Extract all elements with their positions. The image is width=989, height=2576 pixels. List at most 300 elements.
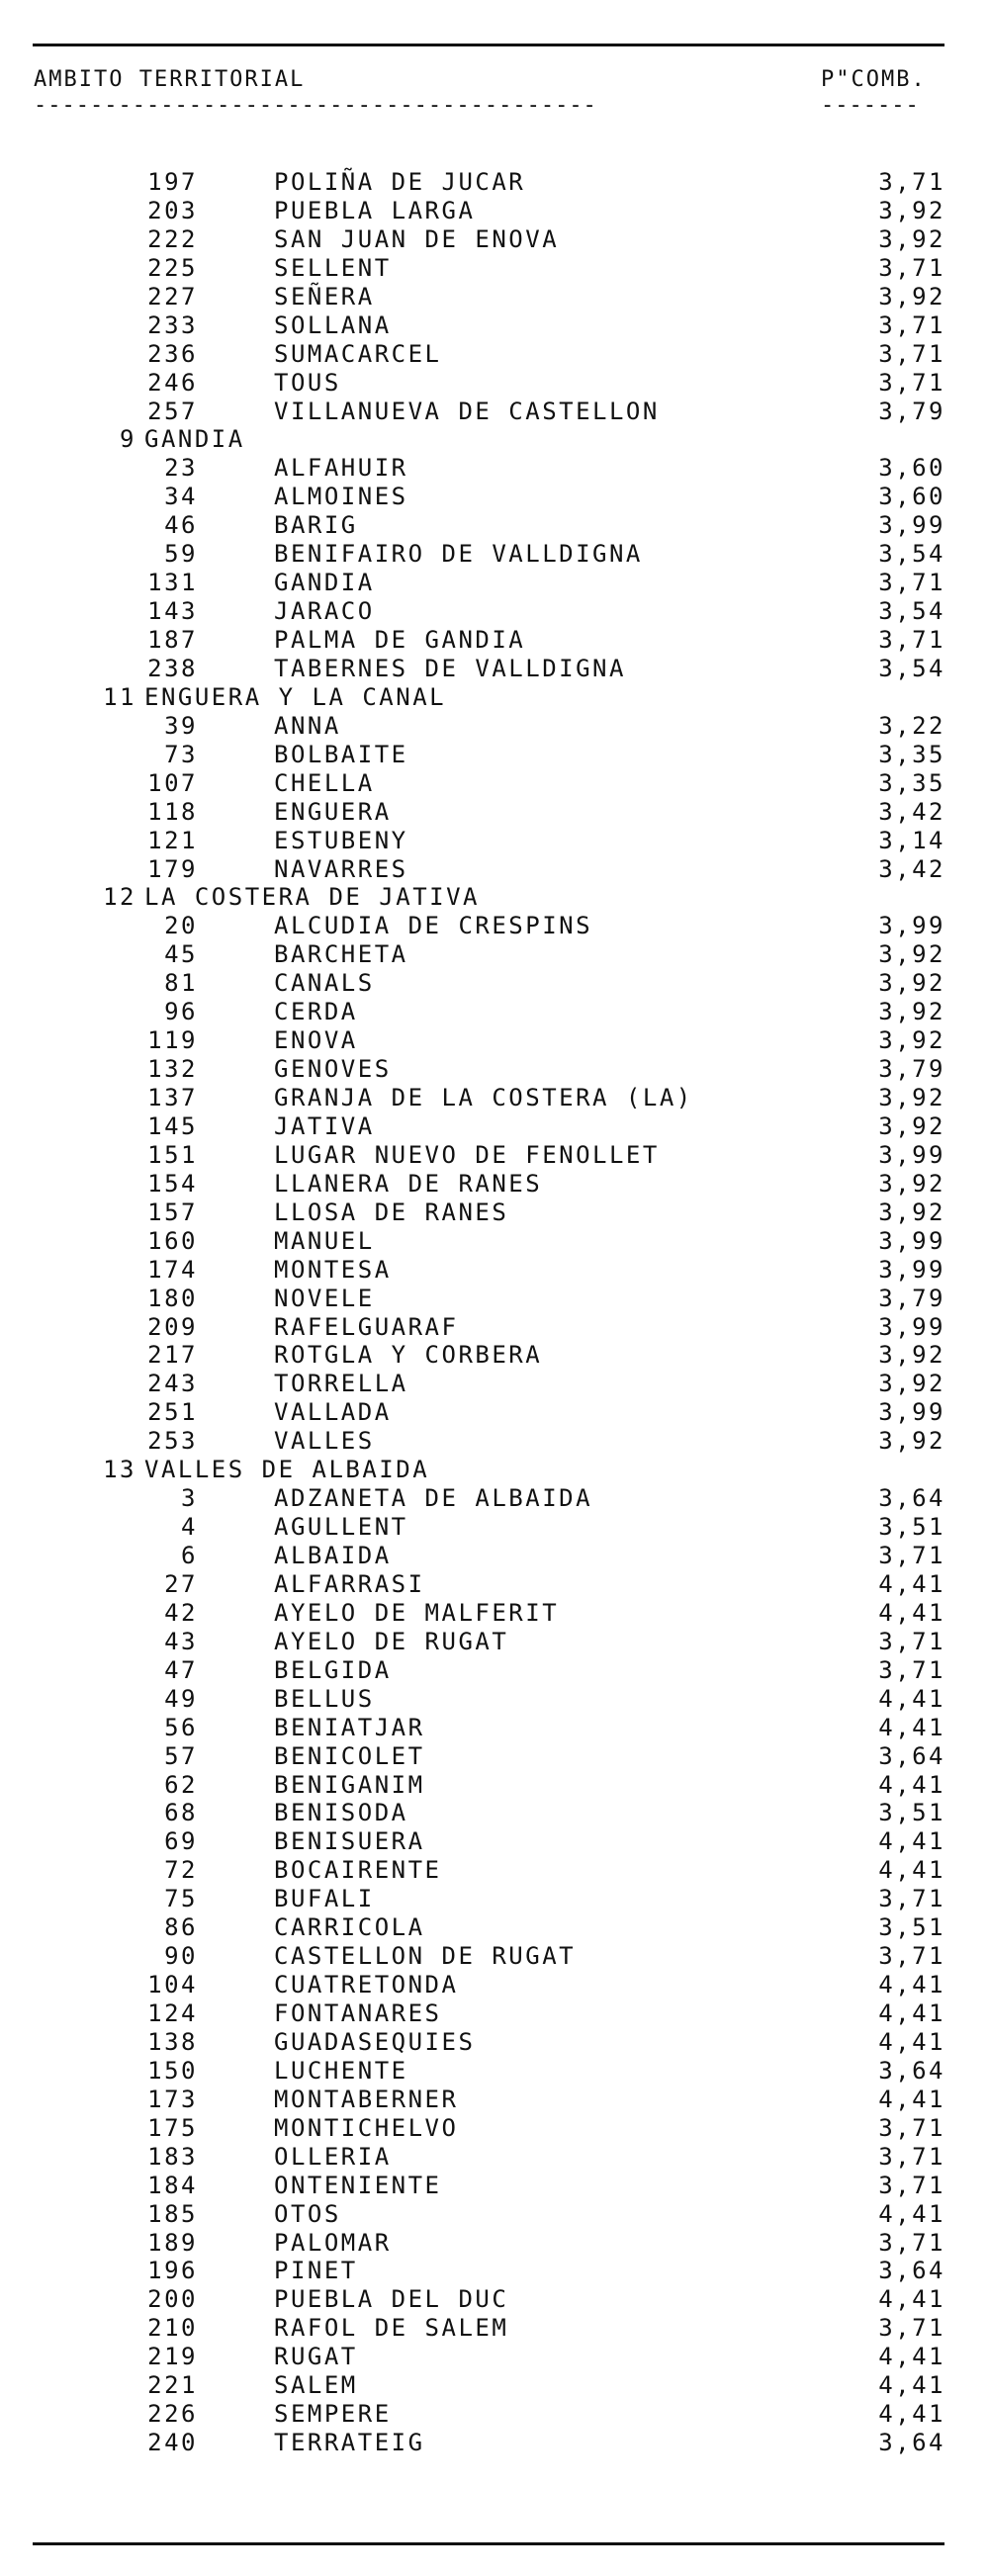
group-code: 13 xyxy=(103,1456,136,1484)
municipality-code: 27 xyxy=(164,1569,198,1598)
table-row xyxy=(0,2114,989,2143)
municipality-code: 246 xyxy=(147,368,198,397)
group-header-row xyxy=(0,425,989,454)
municipality-name: PINET xyxy=(274,2257,358,2285)
table-row xyxy=(0,569,989,597)
municipality-code: 209 xyxy=(147,1312,198,1341)
group-code: 11 xyxy=(103,682,136,711)
fuel-price-value: 3,60 xyxy=(878,483,945,511)
municipality-name: BOLBAITE xyxy=(274,740,408,768)
municipality-code: 180 xyxy=(147,1284,198,1312)
table-row xyxy=(0,1398,989,1427)
municipality-code: 157 xyxy=(147,1198,198,1226)
municipality-code: 196 xyxy=(147,2257,198,2285)
municipality-name: BELLUS xyxy=(274,1684,375,1713)
table-row xyxy=(0,1685,989,1714)
column-header-ambito: AMBITO TERRITORIAL xyxy=(34,67,306,92)
municipality-code: 118 xyxy=(147,797,198,826)
fuel-price-value: 3,71 xyxy=(878,2113,945,2142)
fuel-price-value: 4,41 xyxy=(878,1856,945,1885)
municipality-code: 217 xyxy=(147,1341,198,1370)
municipality-name: BOCAIRENTE xyxy=(274,1856,442,1885)
municipality-code: 132 xyxy=(147,1055,198,1084)
table-row xyxy=(0,225,989,254)
municipality-name: AYELO DE RUGAT xyxy=(274,1627,509,1655)
municipality-code: 138 xyxy=(147,2027,198,2056)
fuel-price-value: 3,79 xyxy=(878,1055,945,1084)
table-row xyxy=(0,1285,989,1313)
fuel-price-value: 3,99 xyxy=(878,1140,945,1169)
municipality-name: AYELO DE MALFERIT xyxy=(274,1598,560,1627)
municipality-name: GRANJA DE LA COSTERA (LA) xyxy=(274,1084,693,1111)
fuel-price-value: 3,54 xyxy=(878,540,945,569)
table-row xyxy=(0,1971,989,1999)
municipality-code: 179 xyxy=(147,854,198,883)
table-row xyxy=(0,1628,989,1656)
fuel-price-value: 3,54 xyxy=(878,597,945,626)
table-row xyxy=(0,254,989,283)
municipality-name: MONTICHELVO xyxy=(274,2113,459,2142)
fuel-price-value: 4,41 xyxy=(878,1598,945,1627)
fuel-price-value: 3,92 xyxy=(878,969,945,998)
fuel-price-value: 3,71 xyxy=(878,253,945,282)
group-name: LA COSTERA DE JATIVA xyxy=(144,883,480,912)
municipality-code: 137 xyxy=(147,1084,198,1111)
fuel-price-value: 3,99 xyxy=(878,1398,945,1427)
municipality-code: 151 xyxy=(147,1140,198,1169)
municipality-code: 121 xyxy=(147,826,198,854)
table-row xyxy=(0,2343,989,2371)
municipality-code: 185 xyxy=(147,2199,198,2228)
municipality-code: 145 xyxy=(147,1111,198,1140)
municipality-name: TOUS xyxy=(274,368,341,397)
municipality-name: LLANERA DE RANES xyxy=(274,1169,543,1198)
table-row xyxy=(0,940,989,969)
municipality-code: 119 xyxy=(147,1026,198,1055)
municipality-code: 124 xyxy=(147,1999,198,2027)
fuel-price-value: 3,64 xyxy=(878,2429,945,2457)
table-row xyxy=(0,311,989,340)
table-row xyxy=(0,1542,989,1570)
municipality-name: OLLERIA xyxy=(274,2142,392,2171)
municipality-name: RAFOL DE SALEM xyxy=(274,2314,509,2343)
fuel-price-value: 3,92 xyxy=(878,1427,945,1456)
table-row xyxy=(0,2172,989,2200)
municipality-code: 222 xyxy=(147,224,198,253)
municipality-name: AGULLENT xyxy=(274,1513,408,1542)
municipality-name: SEÑERA xyxy=(274,282,375,311)
fuel-price-value: 3,35 xyxy=(878,768,945,797)
municipality-name: ENGUERA xyxy=(274,797,392,826)
fuel-price-value: 3,99 xyxy=(878,1255,945,1284)
municipality-name: TORRELLA xyxy=(274,1370,408,1398)
municipality-name: PALOMAR xyxy=(274,2228,392,2257)
fuel-price-value: 3,71 xyxy=(878,2228,945,2257)
fuel-price-value: 3,71 xyxy=(878,2314,945,2343)
municipality-name: BARCHETA xyxy=(274,940,408,969)
municipality-code: 47 xyxy=(164,1655,198,1684)
municipality-code: 131 xyxy=(147,569,198,597)
fuel-price-value: 3,71 xyxy=(878,168,945,196)
municipality-code: 189 xyxy=(147,2228,198,2257)
municipality-name: CUATRETONDA xyxy=(274,1971,459,1999)
table-row xyxy=(0,369,989,398)
table-row xyxy=(0,998,989,1026)
municipality-name: SUMACARCEL xyxy=(274,339,442,368)
municipality-code: 86 xyxy=(164,1913,198,1942)
municipality-code: 68 xyxy=(164,1799,198,1827)
municipality-code: 251 xyxy=(147,1398,198,1427)
table-row xyxy=(0,2086,989,2114)
fuel-price-value: 3,64 xyxy=(878,2257,945,2285)
municipality-code: 56 xyxy=(164,1713,198,1741)
table-row xyxy=(0,626,989,655)
municipality-code: 160 xyxy=(147,1226,198,1255)
table-row xyxy=(0,597,989,626)
municipality-code: 3 xyxy=(181,1484,198,1513)
municipality-code: 225 xyxy=(147,253,198,282)
municipality-name: ENOVA xyxy=(274,1026,358,1055)
table-row xyxy=(0,2429,989,2457)
fuel-price-value: 3,92 xyxy=(878,1370,945,1398)
table-row xyxy=(0,398,989,426)
fuel-price-value: 3,22 xyxy=(878,711,945,740)
fuel-price-value: 3,71 xyxy=(878,339,945,368)
municipality-code: 238 xyxy=(147,654,198,682)
fuel-price-value: 3,51 xyxy=(878,1799,945,1827)
table-row xyxy=(0,769,989,798)
municipality-name: PALMA DE GANDIA xyxy=(274,626,526,654)
group-code: 9 xyxy=(120,425,136,454)
municipality-name: PUEBLA DEL DUC xyxy=(274,2285,509,2314)
fuel-price-value: 4,41 xyxy=(878,1713,945,1741)
table-row xyxy=(0,2371,989,2400)
fuel-price-value: 3,92 xyxy=(878,224,945,253)
municipality-name: CASTELLON DE RUGAT xyxy=(274,1942,577,1971)
fuel-price-value: 4,41 xyxy=(878,2400,945,2429)
municipality-name: BUFALI xyxy=(274,1885,375,1913)
municipality-name: BENIATJAR xyxy=(274,1713,425,1741)
municipality-name: CERDA xyxy=(274,998,358,1026)
municipality-code: 57 xyxy=(164,1741,198,1770)
municipality-code: 210 xyxy=(147,2314,198,2343)
municipality-name: MANUEL xyxy=(274,1226,375,1255)
table-row xyxy=(0,1227,989,1256)
municipality-code: 253 xyxy=(147,1427,198,1456)
fuel-price-value: 4,41 xyxy=(878,2199,945,2228)
municipality-name: GENOVES xyxy=(274,1055,392,1084)
table-row xyxy=(0,2200,989,2229)
fuel-price-value: 3,71 xyxy=(878,1942,945,1971)
fuel-price-value: 3,92 xyxy=(878,196,945,224)
municipality-code: 23 xyxy=(164,454,198,483)
table-row xyxy=(0,1484,989,1513)
municipality-code: 104 xyxy=(147,1971,198,1999)
municipality-name: JATIVA xyxy=(274,1111,375,1140)
table-row xyxy=(0,340,989,369)
municipality-code: 69 xyxy=(164,1827,198,1856)
table-row xyxy=(0,1427,989,1456)
table-row xyxy=(0,1771,989,1800)
municipality-code: 154 xyxy=(147,1169,198,1198)
municipality-code: 221 xyxy=(147,2371,198,2400)
municipality-code: 233 xyxy=(147,311,198,339)
municipality-code: 240 xyxy=(147,2429,198,2457)
territory-table xyxy=(0,168,989,2457)
municipality-name: CARRICOLA xyxy=(274,1913,425,1942)
fuel-price-value: 3,79 xyxy=(878,1284,945,1312)
municipality-name: PUEBLA LARGA xyxy=(274,196,476,224)
municipality-code: 45 xyxy=(164,940,198,969)
fuel-price-value: 3,35 xyxy=(878,740,945,768)
fuel-price-value: 3,79 xyxy=(878,397,945,425)
municipality-code: 34 xyxy=(164,483,198,511)
municipality-name: TERRATEIG xyxy=(274,2429,425,2457)
municipality-name: SELLENT xyxy=(274,253,392,282)
table-row xyxy=(0,1742,989,1771)
fuel-price-value: 3,99 xyxy=(878,511,945,540)
table-row xyxy=(0,168,989,197)
table-row xyxy=(0,2057,989,2086)
table-row xyxy=(0,283,989,311)
fuel-price-value: 3,71 xyxy=(878,2171,945,2199)
municipality-code: 174 xyxy=(147,1255,198,1284)
municipality-code: 183 xyxy=(147,2142,198,2171)
municipality-name: ONTENIENTE xyxy=(274,2171,442,2199)
top-rule xyxy=(33,44,944,46)
municipality-code: 226 xyxy=(147,2400,198,2429)
fuel-price-value: 4,41 xyxy=(878,2027,945,2056)
municipality-name: SALEM xyxy=(274,2371,358,2400)
fuel-price-value: 4,41 xyxy=(878,1971,945,1999)
group-name: GANDIA xyxy=(144,425,245,454)
table-row xyxy=(0,1370,989,1398)
municipality-code: 42 xyxy=(164,1598,198,1627)
municipality-name: MONTESA xyxy=(274,1255,392,1284)
municipality-code: 46 xyxy=(164,511,198,540)
municipality-name: ADZANETA DE ALBAIDA xyxy=(274,1484,593,1513)
municipality-name: NAVARRES xyxy=(274,854,408,883)
group-header-row xyxy=(0,683,989,712)
table-row xyxy=(0,1199,989,1227)
fuel-price-value: 3,92 xyxy=(878,1198,945,1226)
table-row xyxy=(0,1313,989,1342)
municipality-name: SAN JUAN DE ENOVA xyxy=(274,224,560,253)
municipality-code: 257 xyxy=(147,397,198,425)
municipality-name: MONTABERNER xyxy=(274,2085,459,2113)
table-row xyxy=(0,2314,989,2343)
table-row xyxy=(0,197,989,225)
fuel-price-value: 4,41 xyxy=(878,2085,945,2113)
municipality-name: ALBAIDA xyxy=(274,1542,392,1569)
table-row xyxy=(0,798,989,827)
table-row xyxy=(0,1714,989,1742)
column-header-pcomb-underline: ------- xyxy=(821,93,920,118)
municipality-code: 143 xyxy=(147,597,198,626)
municipality-code: 59 xyxy=(164,540,198,569)
table-row xyxy=(0,1913,989,1942)
fuel-price-value: 3,64 xyxy=(878,2056,945,2085)
municipality-name: SEMPERE xyxy=(274,2400,392,2429)
fuel-price-value: 3,71 xyxy=(878,626,945,654)
table-row xyxy=(0,511,989,540)
table-row xyxy=(0,1026,989,1055)
municipality-code: 150 xyxy=(147,2056,198,2085)
fuel-price-value: 3,71 xyxy=(878,368,945,397)
table-row xyxy=(0,827,989,855)
fuel-price-value: 3,60 xyxy=(878,454,945,483)
fuel-price-value: 4,41 xyxy=(878,1827,945,1856)
fuel-price-value: 3,99 xyxy=(878,912,945,940)
table-row xyxy=(0,1799,989,1827)
municipality-code: 81 xyxy=(164,969,198,998)
fuel-price-value: 3,64 xyxy=(878,1741,945,1770)
fuel-price-value: 3,71 xyxy=(878,1655,945,1684)
municipality-code: 187 xyxy=(147,626,198,654)
municipality-name: VILLANUEVA DE CASTELLON xyxy=(274,397,660,425)
fuel-price-value: 3,92 xyxy=(878,998,945,1026)
municipality-code: 243 xyxy=(147,1370,198,1398)
group-name: VALLES DE ALBAIDA xyxy=(144,1456,430,1484)
municipality-code: 197 xyxy=(147,168,198,196)
table-row xyxy=(0,1341,989,1370)
fuel-price-value: 3,71 xyxy=(878,2142,945,2171)
fuel-price-value: 4,41 xyxy=(878,1999,945,2027)
municipality-name: BENIGANIM xyxy=(274,1770,425,1799)
table-row xyxy=(0,855,989,884)
municipality-name: GANDIA xyxy=(274,569,375,597)
fuel-price-value: 3,92 xyxy=(878,1026,945,1055)
table-row xyxy=(0,1999,989,2028)
municipality-name: BENISODA xyxy=(274,1799,408,1827)
group-name: ENGUERA Y LA CANAL xyxy=(144,682,447,711)
municipality-name: ALMOINES xyxy=(274,483,408,511)
municipality-name: BENICOLET xyxy=(274,1741,425,1770)
municipality-code: 20 xyxy=(164,912,198,940)
fuel-price-value: 3,71 xyxy=(878,1627,945,1655)
table-row xyxy=(0,1141,989,1170)
table-row xyxy=(0,454,989,483)
municipality-code: 236 xyxy=(147,339,198,368)
municipality-name: BENISUERA xyxy=(274,1827,425,1856)
fuel-price-value: 3,92 xyxy=(878,1111,945,1140)
fuel-price-value: 3,71 xyxy=(878,569,945,597)
municipality-code: 96 xyxy=(164,998,198,1026)
table-row xyxy=(0,483,989,511)
table-row xyxy=(0,540,989,569)
municipality-name: ESTUBENY xyxy=(274,826,408,854)
fuel-price-value: 3,71 xyxy=(878,311,945,339)
municipality-name: ALCUDIA DE CRESPINS xyxy=(274,912,593,940)
municipality-name: LLOSA DE RANES xyxy=(274,1198,509,1226)
table-row xyxy=(0,1084,989,1112)
municipality-code: 6 xyxy=(181,1542,198,1569)
fuel-price-value: 3,51 xyxy=(878,1513,945,1542)
table-row xyxy=(0,1570,989,1599)
municipality-name: VALLES xyxy=(274,1427,375,1456)
municipality-name: ALFAHUIR xyxy=(274,454,408,483)
table-row xyxy=(0,1856,989,1885)
fuel-price-value: 3,14 xyxy=(878,826,945,854)
municipality-code: 4 xyxy=(181,1513,198,1542)
fuel-price-value: 4,41 xyxy=(878,1569,945,1598)
municipality-name: RUGAT xyxy=(274,2343,358,2371)
municipality-name: RAFELGUARAF xyxy=(274,1312,459,1341)
municipality-name: CHELLA xyxy=(274,768,375,797)
municipality-name: BENIFAIRO DE VALLDIGNA xyxy=(274,540,643,569)
municipality-name: ANNA xyxy=(274,711,341,740)
municipality-code: 107 xyxy=(147,768,198,797)
municipality-code: 62 xyxy=(164,1770,198,1799)
municipality-code: 75 xyxy=(164,1885,198,1913)
bottom-rule xyxy=(33,2542,944,2545)
table-row xyxy=(0,1827,989,1856)
fuel-price-value: 3,92 xyxy=(878,1169,945,1198)
table-row xyxy=(0,1513,989,1542)
fuel-price-value: 3,64 xyxy=(878,1484,945,1513)
municipality-name: POLIÑA DE JUCAR xyxy=(274,168,526,196)
table-row xyxy=(0,741,989,769)
column-header-ambito-underline: ---------------------------------------- xyxy=(34,93,597,118)
fuel-price-value: 3,92 xyxy=(878,940,945,969)
municipality-name: NOVELE xyxy=(274,1284,375,1312)
table-row xyxy=(0,1170,989,1199)
municipality-name: BELGIDA xyxy=(274,1655,392,1684)
fuel-price-value: 3,92 xyxy=(878,1341,945,1370)
table-row xyxy=(0,912,989,940)
column-header-pcomb: P"COMB. xyxy=(821,67,927,92)
municipality-code: 173 xyxy=(147,2085,198,2113)
municipality-code: 200 xyxy=(147,2285,198,2314)
municipality-code: 43 xyxy=(164,1627,198,1655)
group-header-row xyxy=(0,883,989,912)
fuel-price-value: 3,51 xyxy=(878,1913,945,1942)
municipality-code: 184 xyxy=(147,2171,198,2199)
municipality-name: SOLLANA xyxy=(274,311,392,339)
municipality-code: 49 xyxy=(164,1684,198,1713)
group-header-row xyxy=(0,1456,989,1484)
municipality-name: TABERNES DE VALLDIGNA xyxy=(274,654,626,682)
fuel-price-value: 3,92 xyxy=(878,1084,945,1111)
municipality-code: 227 xyxy=(147,282,198,311)
table-row xyxy=(0,2229,989,2258)
table-row xyxy=(0,712,989,741)
fuel-price-value: 3,71 xyxy=(878,1885,945,1913)
municipality-name: ROTGLA Y CORBERA xyxy=(274,1341,543,1370)
table-row xyxy=(0,2028,989,2057)
fuel-price-value: 4,41 xyxy=(878,2343,945,2371)
table-row xyxy=(0,1885,989,1913)
table-row xyxy=(0,1112,989,1141)
municipality-code: 219 xyxy=(147,2343,198,2371)
fuel-price-value: 3,42 xyxy=(878,797,945,826)
municipality-name: LUCHENTE xyxy=(274,2056,408,2085)
municipality-name: ALFARRASI xyxy=(274,1569,425,1598)
fuel-price-value: 4,41 xyxy=(878,2371,945,2400)
municipality-name: FONTANARES xyxy=(274,1999,442,2027)
municipality-code: 90 xyxy=(164,1942,198,1971)
table-row xyxy=(0,2143,989,2172)
group-code: 12 xyxy=(103,883,136,912)
fuel-price-value: 4,41 xyxy=(878,1684,945,1713)
table-row xyxy=(0,1942,989,1971)
municipality-name: OTOS xyxy=(274,2199,341,2228)
table-row xyxy=(0,2285,989,2314)
fuel-price-value: 3,71 xyxy=(878,1542,945,1569)
table-row xyxy=(0,1599,989,1628)
table-row xyxy=(0,1055,989,1084)
municipality-name: JARACO xyxy=(274,597,375,626)
